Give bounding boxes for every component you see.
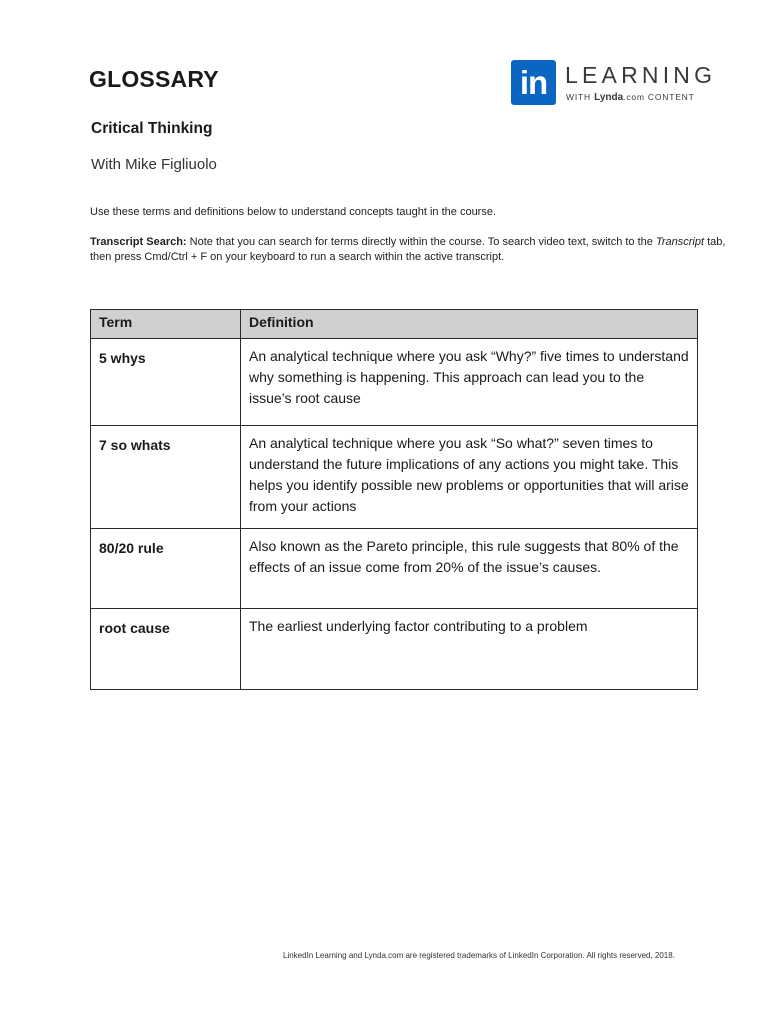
logo-wordmark: LEARNING <box>565 62 717 88</box>
logo-subtitle <box>566 92 695 103</box>
definition-cell: The earliest underlying factor contributing to a problem <box>241 609 698 690</box>
table-row <box>91 426 698 529</box>
glossary-table <box>90 309 698 690</box>
linkedin-in-icon: in <box>511 60 556 105</box>
transcript-search-text-after: tab, then press Cmd/Ctrl + F on your keyboard to run a search within the active transcript. <box>90 236 726 263</box>
transcript-search-note <box>90 235 730 265</box>
table-header-row <box>91 310 698 339</box>
term-cell: root cause <box>91 609 241 690</box>
table-row <box>91 529 698 609</box>
logo-sub-prefix: WITH <box>566 92 595 102</box>
table-row <box>91 339 698 426</box>
footer-trademark-notice: LinkedIn Learning and Lynda.com are registered trademarks of LinkedIn Corporation. All rights reserved, 2018. <box>283 951 675 960</box>
definition-cell: Also known as the Pareto principle, this rule suggests that 80% of the effects of an issue come from 20% of the issue’s causes. <box>241 529 698 609</box>
definition-cell: An analytical technique where you ask “Why?” five times to understand why something is happening. This approach can lead you to the issue’s root cause <box>241 339 698 426</box>
transcript-tab-name: Transcript <box>655 236 705 248</box>
table-row <box>91 609 698 690</box>
course-title: Critical Thinking <box>91 120 213 137</box>
linkedin-learning-logo <box>511 59 717 107</box>
term-cell: 5 whys <box>91 339 241 426</box>
page-title: GLOSSARY <box>89 66 219 92</box>
logo-sub-suffix: .com CONTENT <box>623 92 695 102</box>
column-header-term: Term <box>91 310 241 339</box>
transcript-search-text-before: Note that you can search for terms directly within the course. To search video text, switch to the <box>186 236 656 248</box>
instructor-name: With Mike Figliuolo <box>91 156 217 173</box>
column-header-definition: Definition <box>241 310 698 339</box>
term-cell: 7 so whats <box>91 426 241 529</box>
transcript-search-label: Transcript Search: <box>90 236 187 248</box>
term-cell: 80/20 rule <box>91 529 241 609</box>
intro-text: Use these terms and definitions below to understand concepts taught in the course. <box>90 206 497 218</box>
definition-cell: An analytical technique where you ask “So what?” seven times to understand the future implications of any actions you might take. This helps you identify possible new problems or opportunities that will arise from your actions <box>241 426 698 529</box>
logo-sub-brand: Lynda <box>594 92 624 103</box>
